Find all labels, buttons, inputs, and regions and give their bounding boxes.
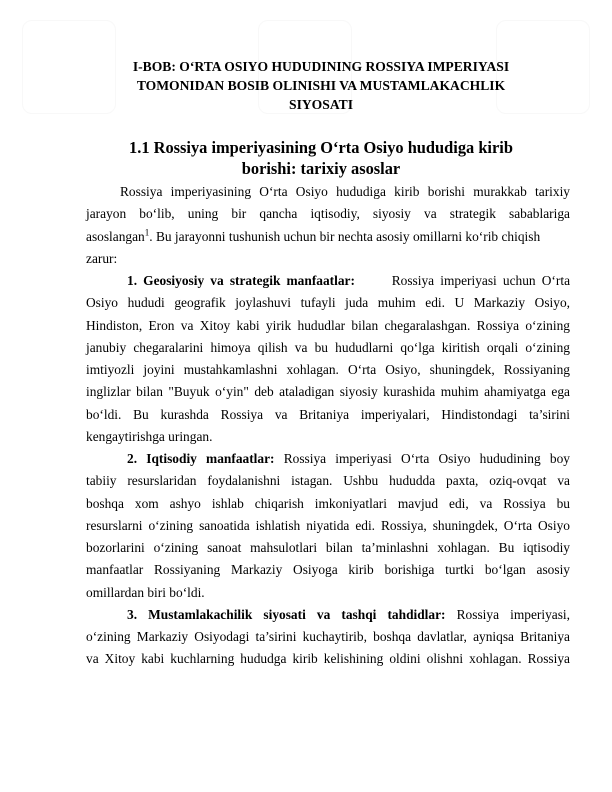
text-run: asoslangan bbox=[86, 228, 145, 244]
paragraph-line: kengaytirishga uringan. bbox=[86, 428, 213, 444]
paragraph-line bbox=[86, 604, 570, 626]
paragraph-line: imtiyozli joyini mustahkamlashni xohlagan. O‘rta Osiyo, shuningdek, Rossiyaning bbox=[86, 362, 570, 377]
section-title bbox=[80, 137, 562, 179]
paragraph-line: Hindiston, Eron va Xitoy kabi yirik hududlar bilan chegaralashgan. Rossiya o‘zining bbox=[86, 317, 570, 333]
paragraph-line: Rossiya imperiyasining O‘rta Osiyo hududiga kirib borishi murakkab tarixiy bbox=[120, 184, 570, 199]
body-text bbox=[86, 181, 570, 671]
paragraph-line: manfaatlar Rossiyaning Markaziy Osiyoga kirib borishiga turtki bo‘lgan asosiy bbox=[86, 562, 570, 578]
paragraph-line: o‘zining Markaziy Osiyodagi ta’sirini kuchaytirib, boshqa davlatlar, ayniqsa Britaniya bbox=[86, 629, 570, 644]
point-heading: 3. Mustamlakachilik siyosati va tashqi tahdidlar: bbox=[127, 606, 446, 622]
text-run: Rossiya imperiyasi uchun O‘rta bbox=[391, 273, 571, 288]
paragraph-line: Osiyo hududi geografik joylashuvi tufayli juda muhim edi. U Markaziy Osiyo, bbox=[86, 295, 570, 311]
paragraph-line bbox=[86, 270, 570, 292]
paragraph-line: boshqa xom ashyo ishlab chiqarish imkoniyatlari mavjud edi, va Rossiya bu bbox=[86, 495, 570, 511]
section-title-line: 1.1 Rossiya imperiyasining O‘rta Osiyo hududiga kirib bbox=[129, 138, 513, 157]
paragraph-line bbox=[86, 448, 570, 470]
paragraph-line: inglizlar bilan "Buyuk o‘yin" deb ataladigan siyosiy kurashida muhim ahamiyatga ega bbox=[86, 384, 570, 400]
chapter-title-line: SIYOSATI bbox=[289, 97, 353, 112]
text-run: . Bu jarayonni tushunish uchun bir nechta asosiy omillarni ko‘rib chiqish bbox=[149, 228, 541, 244]
footnote-ref[interactable]: 1 bbox=[144, 227, 150, 238]
paragraph-line: zarur: bbox=[86, 250, 118, 266]
text-run: Rossiya imperiyasi O‘rta Osiyo hududining boy bbox=[283, 451, 570, 466]
paragraph-line: resurslarni o‘zining sanoatida ishlatish niyatida edi. Rossiya, shuningdek, O‘rta Osiyo bbox=[86, 517, 570, 533]
paragraph-line: janubiy chegaralarini himoya qilish va bu hududlarni qo‘lga kiritish orqali o‘zining bbox=[86, 339, 570, 355]
point-heading: 1. Geosiyosiy va strategik manfaatlar: bbox=[127, 273, 355, 288]
chapter-title-line: I-BOB: O‘RTA OSIYO HUDUDINING ROSSIYA IMPERIYASI bbox=[132, 59, 510, 74]
point-heading: 2. Iqtisodiy manfaatlar: bbox=[127, 451, 275, 466]
paragraph-line bbox=[86, 226, 570, 248]
paragraph-line: bo‘ldi. Bu kurashda Rossiya va Britaniya imperiyalari, Hindistondagi ta’sirini bbox=[86, 406, 570, 422]
chapter-title bbox=[80, 57, 562, 114]
paragraph-line: va Xitoy kabi kuchlarning hududga kirib kelishining oldini olishni xohlagan. Rossiya bbox=[86, 651, 570, 667]
paragraph-line: jarayon bo‘lib, uning bir qancha iqtisodiy, siyosiy va strategik sabablariga bbox=[86, 206, 570, 222]
text-run: Rossiya imperiyasi, bbox=[456, 606, 570, 622]
paragraph-line: omillardan biri bo‘ldi. bbox=[86, 584, 205, 600]
paragraph-line: bozorlarini o‘zining sanoat mahsulotlari bilan ta’minlashni xohlagan. Bu iqtisodiy bbox=[86, 540, 570, 555]
section-title-line: borishi: tarixiy asoslar bbox=[241, 159, 401, 178]
paragraph-line: tabiiy resurslaridan foydalanishni istagan. Ushbu hududda paxta, oziq-ovqat va bbox=[86, 473, 570, 489]
chapter-title-line: TOMONIDAN BOSIB OLINISHI VA MUSTAMLAKACHLIK bbox=[136, 78, 506, 93]
